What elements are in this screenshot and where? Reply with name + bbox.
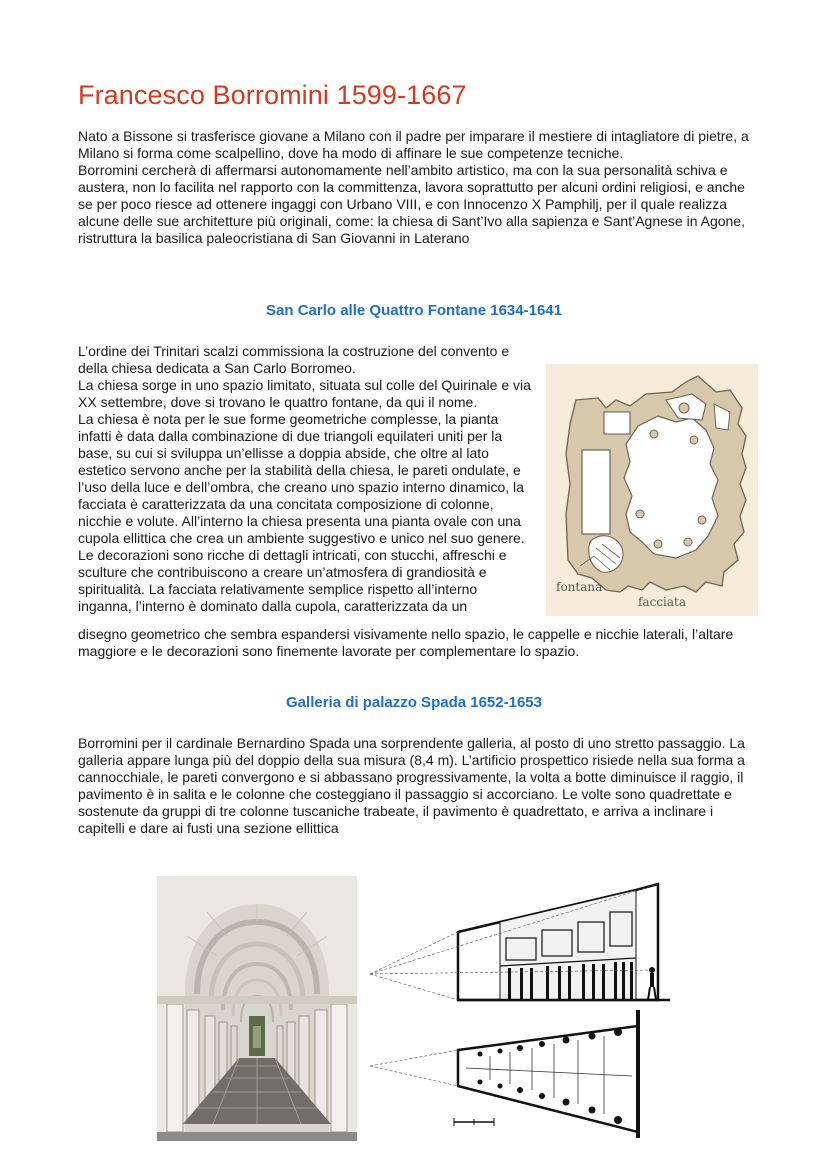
plan-column: [698, 516, 706, 524]
page-title: Francesco Borromini 1599-1667: [78, 80, 467, 110]
fontana-label: fontana: [556, 580, 603, 594]
intro-paragraph: Nato a Bissone si trasferisce giovane a Milano con il padre per imparare il mestiere di intagliatore di pietre, a Milano si forma come scalpellino, dove ha modo di affinare le sue competenze tecniche.: [78, 128, 749, 161]
plan-column: [679, 403, 689, 413]
plan-view: [370, 1010, 640, 1138]
galleria-spada-section-plan: [370, 876, 670, 1141]
plan-column: [650, 430, 658, 438]
section-view: [370, 884, 670, 1000]
san-carlo-heading: San Carlo alle Quattro Fontane 1634-1641: [266, 302, 562, 319]
intro-paragraph: Borromini cercherà di affermarsi autonomamente nell’ambito artistico, ma con la sua personalità schiva e austera, non lo facilita nel rapporto con la committenza, lavora soprattutto per alcuni ordini religiosi, e anche se per poco riesce ad ottenere ingaggi con Urbano VIII, e con Innocenzo X Pamphilj, per il quale realizza alcune delle sue architetture più originali, come: la chiesa di Sant’Ivo alla sapienza e Sant’Agnese in Agone, ristruttura la basilica paleocristiana di San Giovanni in Laterano: [78, 162, 745, 246]
plan-column: [636, 510, 644, 518]
floor-plan-drawing: [546, 364, 758, 616]
plan-side-room: [582, 450, 610, 534]
plan-column: [690, 436, 698, 444]
plan-inner-space: [624, 416, 718, 558]
plan-courtyard: [604, 412, 630, 434]
san-carlo-paragraph: La chiesa è nota per le sue forme geometriche complesse, la pianta infatti è data dalla combinazione di due triangoli equilateri uniti per la base, su cui si sviluppa un’ellisse a doppia abside, che oltre al lato estetico servono anche per la stabilità della chiesa, le pareti ondulate, e l’uso della luce e dell’ombra, che creano uno spazio interno dinamico, la facciata è caratterizzata da una concitata composizione di colonne, nicchie e volute. All’interno la chiesa presenta una pianta ovale con una cupola ellittica che crea un ambiente suggestivo e unico nel suo genere. Le decorazioni sono ricche di dettagli intricati, con stucchi, affreschi e sculture che contribuiscono a creare un’atmosfera di grandiosità e spiritualità. La facciata relativamente semplice rispetto all’interno inganna, l’interno è dominato dalla cupola, caratterizzata da un: [78, 411, 525, 614]
plan-column: [684, 538, 692, 546]
spada-paragraph: Borromini per il cardinale Bernardino Spada una sorprendente galleria, al posto di uno stretto passaggio. La galleria appare lunga più del doppio della sua misura (8,4 m). L’artificio prospettico risiede nella sua forma a cannocchiale, le pareti convergono e si abbassano progressivamente, la volta a botte diminuisce il raggio, il pavimento è in salita e le colonne che costeggiano il passaggio si accorciano. Le volte sono quadrettate e sostenute da gruppi di tre colonne tuscaniche trabeate, il pavimento è quadrettato, e arriva a inclinare i capitelli e dare ai fusti una sezione ellittica: [78, 735, 745, 836]
san-carlo-text: [78, 343, 534, 615]
san-carlo-paragraph: La chiesa sorge in uno spazio limitato, situata sul colle del Quirinale e via XX settembre, dove si trovano le quattro fontane, da qui il nome.: [78, 377, 531, 410]
san-carlo-paragraph-continued: disegno geometrico che sembra espandersi visivamente nello spazio, le cappelle e nicchie laterali, l’altare maggiore e le decorazioni sono finemente lavorate per complementare lo spazio.: [78, 626, 734, 659]
san-carlo-paragraph: L’ordine dei Trinitari scalzi commissiona la costruzione del convento e della chiesa dedicata a San Carlo Borromeo.: [78, 343, 510, 376]
facciata-label: facciata: [638, 595, 687, 609]
spada-heading: Galleria di palazzo Spada 1652-1653: [286, 694, 542, 711]
intro-section: [78, 128, 753, 247]
galleria-spada-photo: [157, 876, 357, 1141]
plan-column: [654, 540, 662, 548]
san-carlo-floor-plan: [546, 364, 758, 616]
